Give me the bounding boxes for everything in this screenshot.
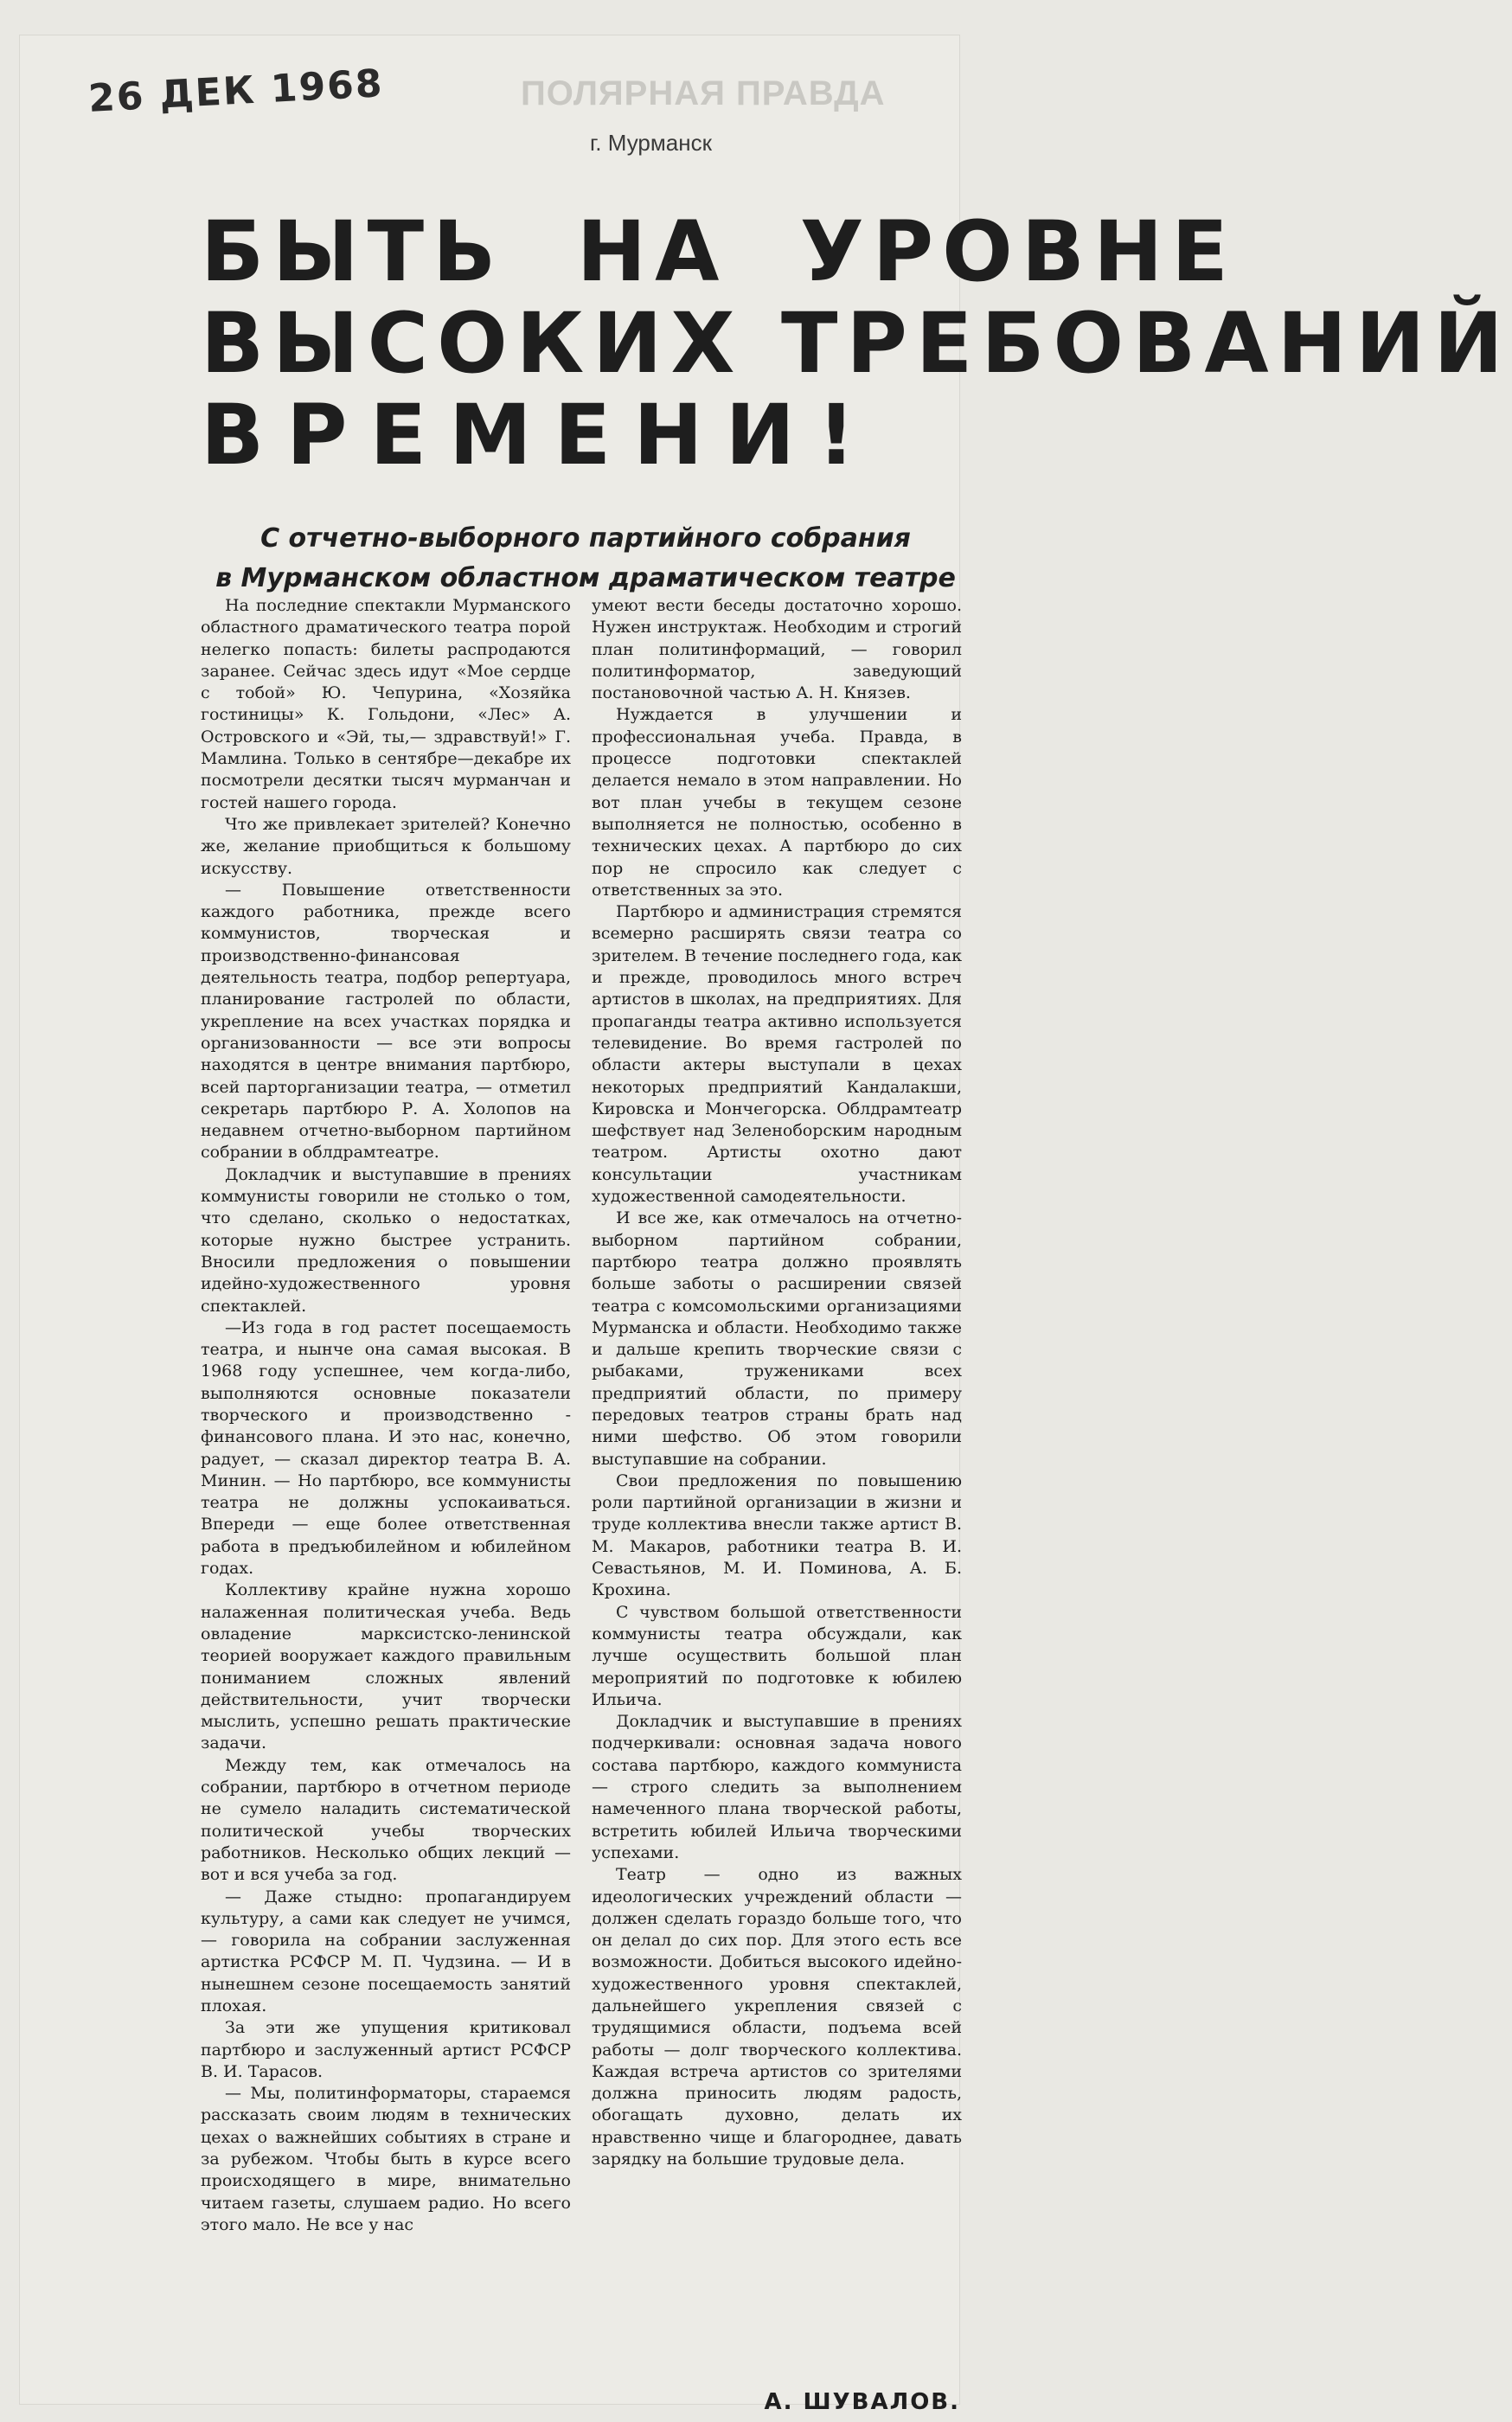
paragraph: — Мы, политинформаторы, стараемся рассказать своим людям в технических цехах о важнейших событиях в стране и за рубежом. Чтобы быть в курсе всего происходящего в мире, внимательно читаем газеты, слушаем радио. Но всего этого мало. Не все у нас (201, 2084, 571, 2234)
newspaper-name: ПОЛЯРНАЯ ПРАВДА (521, 74, 886, 112)
headline (201, 203, 1512, 484)
paragraph: Докладчик и выступавшие в прениях коммунисты говорили не столько о том, что сделано, сколько о недостатках, которые нужно быстрее устранить. Вносили предложения о повышении идейно-художественного уровня спектаклей. (201, 1164, 571, 1316)
paragraph: И все же, как отмечалось на отчетно-выборном партийном собрании, партбюро театра должно проявлять больше заботы о расширении связей театра с комсомольскими организациями Мурманска и области. Необходимо также и дальше крепить творческие связи с рыбаками, тружениками всех предприятий области, по примеру передовых театров страны брать над ними шефство. Об этом говорили выступавшие на собрании. (592, 1208, 962, 1469)
paragraph: Партбюро и администрация стремятся всемерно расширять связи театра со зрителем. В течение последнего года, как и прежде, проводилось много встреч артистов в школах, на предприятиях. Для пропаганды театра активно используется телевидение. Во время гастролей по области актеры выступали в цехах некоторых предприятий Кандалакши, Кировска и Мончегорска. Облдрамтеатр шефствует над Зеленоборским народным театром. Артисты охотно дают консультации участникам художественной самодеятельности. (592, 902, 962, 1207)
paragraph: Свои предложения по повышению роли партийной организации в жизни и труде коллектива внесли также артист В. М. Макаров, работники театра В. И. Севастьянов, М. И. Поминова, А. Б. Крохина. (592, 1470, 962, 1600)
headline-line: ВРЕМЕНИ! (201, 387, 878, 484)
subtitle-line: С отчетно-выборного партийного собрания (260, 523, 911, 554)
paragraph: Докладчик и выступавшие в прениях подчеркивали: основная задача нового состава партбюро, каждого коммуниста — строго следить за выполнением намеченного плана творческой работы, встретить юбилей Ильича творческими успехами. (592, 1712, 962, 1862)
article (201, 156, 1512, 2422)
city-label: г. Мурманск (590, 130, 712, 156)
paragraph: —Из года в год растет посещаемость театра, и нынче она самая высокая. В 1968 году успешнее, чем когда-либо, выполняются основные показатели творческого и производственно - финансового плана. И это нас, конечно, радует, — сказал директор театра В. А. Минин. — Но партбюро, все коммунисты театра не должны успокаиваться. Впереди — еще более ответственная работа в предъюбилейном и юбилейном годах. (201, 1317, 571, 1579)
clipping-sheet (19, 35, 1512, 2415)
paragraph: За эти же упущения критиковал партбюро и заслуженный артист РСФСР В. И. Тарасов. (201, 2018, 571, 2081)
subtitle (201, 519, 971, 599)
author-signature: А. ШУВАЛОВ. (764, 2389, 960, 2415)
headline-line: БЫТЬ НА УРОВНЕ (201, 203, 1237, 300)
subtitle-line: в Мурманском областном драматическом театре (215, 563, 956, 593)
paragraph: С чувством большой ответственности коммунисты театра обсуждали, как лучше осуществить большой план мероприятий по подготовке к юбилею Ильича. (592, 1602, 962, 1709)
paragraph: На последние спектакли Мурманского областного драматического театра порой нелегко попасть: билеты распродаются заранее. Сейчас здесь идут «Мое сердце с тобой» Ю. Чепурина, «Хозяйка гостиницы» К. Гольдони, «Лес» А. Островского и «Эй, ты,— здравствуй!» Г. Мамлина. Только в сентябре—декабре их посмотрели десятки тысяч мурманчан и гостей нашего города. (201, 596, 571, 812)
paragraph: Коллективу крайне нужна хорошо налаженная политическая учеба. Ведь овладение марксистско-ленинской теорией вооружает каждого правильным пониманием сложных явлений действительности, учит творчески мыслить, успешно решать практические задачи. (201, 1580, 571, 1753)
left-column (201, 595, 571, 2236)
paragraph: умеют вести беседы достаточно хорошо. Нужен инструктаж. Необходим и строгий план политинформаций, — говорил политинформатор, заведующий постановочной частью А. Н. Князев. (592, 596, 962, 703)
paragraph: Что же привлекает зрителей? Конечно же, желание приобщиться к большому искусству. (201, 814, 571, 878)
date-stamp: 26 ДЕК 1968 (86, 61, 385, 121)
headline-line: ВЫСОКИХ ТРЕБОВАНИЙ (201, 295, 1512, 392)
paragraph: Театр — одно из важных идеологических учреждений области — должен сделать гораздо больше того, что он делал до сих пор. Для этого есть все возможности. Добиться высокого идейно-художественного уровня спектаклей, дальнейшего укрепления связей с трудящимися области, подъема всей работы — долг творческого коллектива. Каждая встреча артистов со зрителями должна приносить людям радость, обогащать духовно, делать их нравственно чище и благороднее, давать зарядку на большие трудовые дела. (592, 1865, 962, 2169)
paragraph: Между тем, как отмечалось на собрании, партбюро в отчетном периоде не сумело наладить систематической политической учебы творческих работников. Несколько общих лекций — вот и вся учеба за год. (201, 1755, 571, 1885)
paragraph: — Даже стыдно: пропагандируем культуру, а сами как следует не учимся, — говорила на собрании заслуженная артистка РСФСР М. П. Чудзина. — И в нынешнем сезоне посещаемость занятий плохая. (201, 1887, 571, 2015)
right-column (592, 595, 962, 2170)
paragraph: — Повышение ответственности каждого работника, прежде всего коммунистов, творческая и производственно-финансовая деятельность театра, подбор репертуара, планирование гастролей по области, укрепление на всех участках порядка и организованности — все эти вопросы находятся в центре внимания партбюро, всей парторганизации театра, — отметил секретарь партбюро Р. А. Холопов на недавнем отчетно-выборном партийном собрании в облдрамтеатре. (201, 880, 571, 1163)
paragraph: Нуждается в улучшении и профессиональная учеба. Правда, в процессе подготовки спектаклей делается немало в этом направлении. Но вот план учебы в текущем сезоне выполняется не полностью, особенно в технических цехах. А партбюро до сих пор не спросило как следует с ответственных за это. (592, 705, 962, 900)
